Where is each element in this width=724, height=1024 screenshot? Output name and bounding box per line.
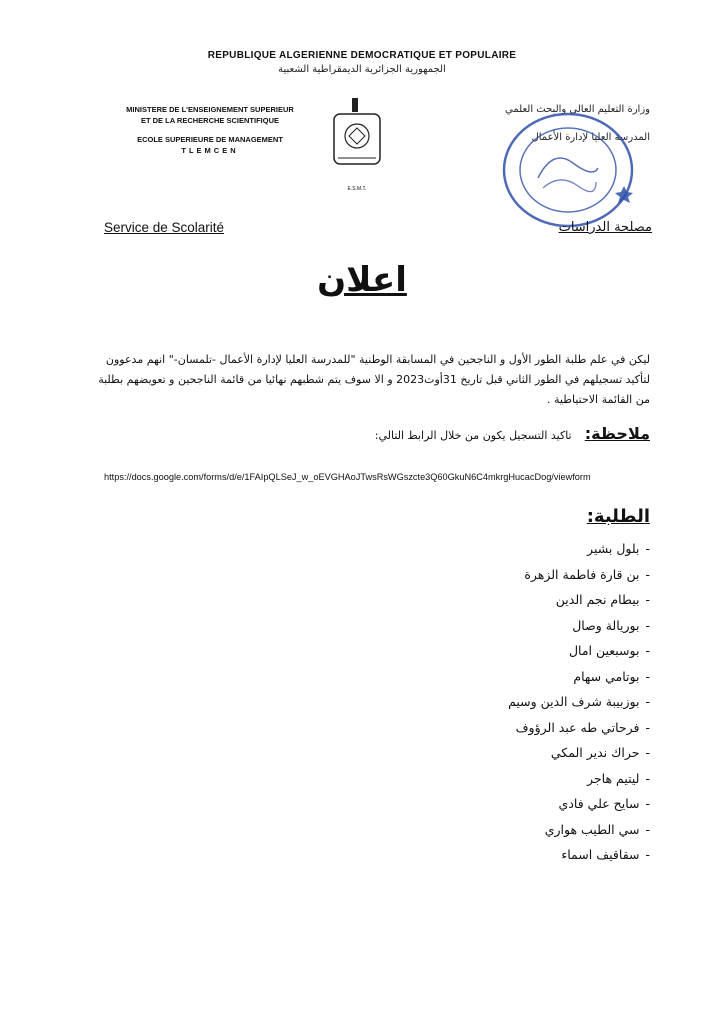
student-name: حراك ندير المكي (550, 745, 640, 760)
school-line-2: TLEMCEN (181, 146, 239, 155)
student-name: فرحاتي طه عبد الرؤوف (515, 719, 640, 735)
ministry-line-1: MINISTERE DE L'ENSEIGNEMENT SUPERIEUR (126, 105, 294, 114)
list-bullet: - (645, 770, 650, 786)
note-text: تاكيد التسجيل يكون من خلال الرابط التالي: (374, 429, 572, 442)
student-name: بوريالة وصال (572, 617, 640, 633)
student-list-item (400, 817, 650, 843)
list-bullet: - (645, 821, 650, 837)
republic-title-ar: الجمهورية الجزائرية الديمقراطية الشعبية (278, 64, 446, 75)
student-list-item (400, 740, 650, 766)
student-name: بيطام نجم الدين (555, 592, 640, 607)
announcement-paragraph: ليكن في علم طلبة الطور الأول و الناجحين في المسابقة الوطنية "للمدرسة العليا لإدارة الأعمال -تلمسان-" انهم مدعوون لتأكيد تسجيلهم في الطور الثاني قبل تاريخ 31أوت2023 و الا سوف يتم شطبهم نهائيا من قائمة الناجحين و تعويضهم بطلبة من القائمة الاحتياطية . (98, 353, 650, 406)
ministry-line-2: ET DE LA RECHERCHE SCIENTIFIQUE (140, 116, 280, 125)
official-seal-stamp (498, 108, 638, 232)
republic-title-fr: REPUBLIQUE ALGERIENNE DEMOCRATIQUE ET POPULAIRE (207, 50, 517, 61)
list-bullet: - (645, 847, 650, 862)
student-name: ليتيم هاجر (587, 770, 640, 786)
student-name: سي الطيب هواري (544, 821, 640, 837)
students-heading: الطلبة: (586, 506, 650, 527)
student-list-item (400, 791, 650, 817)
list-bullet: - (645, 745, 650, 760)
student-list-item (400, 587, 650, 613)
student-name: سايح علي فادي (558, 796, 640, 811)
student-list-item (400, 766, 650, 792)
list-bullet: - (645, 592, 650, 607)
student-list-item (400, 689, 650, 715)
student-list-item (400, 536, 650, 562)
school-logo (322, 96, 392, 186)
student-list-item (400, 715, 650, 741)
note-row (300, 424, 650, 443)
student-name: بلول بشير (587, 541, 640, 556)
student-list-item (400, 664, 650, 690)
list-bullet: - (645, 617, 650, 633)
student-list-item (400, 562, 650, 588)
student-list-item (400, 842, 650, 868)
list-bullet: - (645, 566, 650, 582)
list-bullet: - (645, 541, 650, 556)
student-name: بن قارة فاطمة الزهرة (524, 566, 640, 582)
list-bullet: - (645, 719, 650, 735)
ministry-ar: وزارة التعليم العالي والبحث العلمي (505, 104, 650, 115)
list-bullet: - (645, 668, 650, 684)
student-name: بوزبيبة شرف الدين وسيم (508, 694, 640, 709)
service-label-fr: Service de Scolarité (104, 220, 225, 235)
announcement-title: اعلان (317, 260, 407, 300)
service-label-ar: مصلحة الدراسات (558, 220, 652, 235)
student-name: سقاقيف اسماء (561, 847, 640, 862)
note-label: ملاحظة: (584, 424, 650, 443)
list-bullet: - (645, 694, 650, 709)
student-name: بوتامي سهام (573, 668, 640, 684)
students-list (400, 536, 650, 868)
school-line-1: ECOLE SUPERIEURE DE MANAGEMENT (137, 135, 283, 144)
ministry-block-fr (100, 104, 320, 156)
list-bullet: - (645, 796, 650, 811)
student-list-item (400, 638, 650, 664)
school-ar: المدرسة العليا لإدارة الأعمال (531, 132, 650, 143)
registration-form-link[interactable]: https://docs.google.com/forms/d/e/1FAIpQLSeJ_w_oEVGHAoJTwsRsWGszcte3Q60GkuN6C4mkrgHucacDog/viewform (104, 472, 591, 482)
student-name: بوسبعين امال (568, 643, 640, 658)
school-logo-label: E.S.M.T. (347, 186, 367, 192)
student-list-item (400, 613, 650, 639)
list-bullet: - (645, 643, 650, 658)
